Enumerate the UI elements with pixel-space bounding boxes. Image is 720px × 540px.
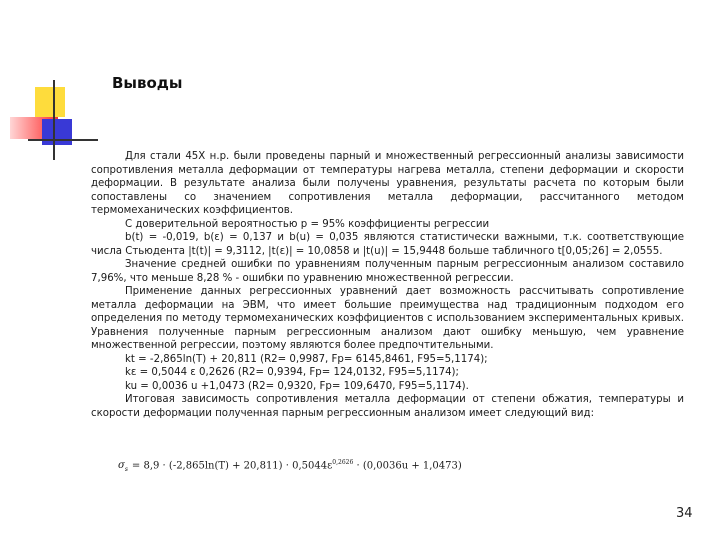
equation-kt: kt = -2,865ln(T) + 20,811 (R2= 0,9987, Fр= 6145,8461, F95=5,1174); xyxy=(125,353,488,365)
slide-body xyxy=(91,150,684,420)
paragraph-error: Значение средней ошибки по уравнениям полученным парным регрессионным анализом составило 7,96%, что меньше 8,28 % - ошибки по уравнению множественной регрессии. xyxy=(91,259,684,284)
decorative-yellow-square xyxy=(35,87,65,117)
formula-exponent: 0,2626 xyxy=(332,459,354,466)
slide-title: Выводы xyxy=(112,74,183,92)
paragraph-analysis: Для стали 45Х н.р. были проведены парный и множественный регрессионный анализы зависимости сопротивления металла деформации от температуры нагрева металла, степени деформации и скорости деформации. В результате анализа были получены уравнения, результаты расчета по которым были сопоставлены со значением сопротивления металла деформации, рассчитанного методом термомеханических коэффициентов. xyxy=(91,151,684,216)
paragraph-confidence: С доверительной вероятностью р = 95% коэффициенты регрессии xyxy=(125,218,490,230)
paragraph-coefficients: b(t) = -0,019, b(ε) = 0,137 и b(u) = 0,035 являются статистически важными, т.к. соответствующие числа Стьюдента |t(t)| = 9,3112, |t(ε)| = 10,0858 и |t(u)| = 15,9448 больше табличного t[0,05;26] = 2,0555. xyxy=(91,232,684,257)
formula-sigma: $\sigma_s$ xyxy=(118,460,128,474)
paragraph-final: Итоговая зависимость сопротивления металла деформации от степени обжатия, температуры и скорости деформации полученная парным регрессионным анализом имеет следующий вид: xyxy=(91,394,684,419)
equation-ke: kε = 0,5044 ε 0,2626 (R2= 0,9394, Fр= 124,0132, F95=5,1174); xyxy=(125,367,459,378)
decorative-horizontal-line xyxy=(28,139,98,141)
final-formula xyxy=(118,459,462,473)
formula-body: = 8,9 · (-2,865ln(T) + 20,811) · 0,5044ε xyxy=(131,460,333,472)
paragraph-application: Применение данных регрессионных уравнений дает возможность рассчитывать сопротивление металла деформации на ЭВМ, что имеет большие преимущества над традиционным подходом его определения по методу термомеханических коэффициентов с использованием экспериментальных кривых. Уравнения полученные парным регрессионным анализом дают ошибку меньшую, чем уравнение множественной регрессии, поэтому являются более предпочтительными. xyxy=(91,286,684,351)
decorative-vertical-line xyxy=(53,80,55,160)
equation-ku: ku = 0,0036 u +1,0473 (R2= 0,9320, Fр= 109,6470, F95=5,1174). xyxy=(125,380,469,392)
page-number: 34 xyxy=(676,506,693,521)
formula-tail: · (0,0036u + 1,0473) xyxy=(353,460,462,472)
decorative-blue-square xyxy=(42,119,72,145)
